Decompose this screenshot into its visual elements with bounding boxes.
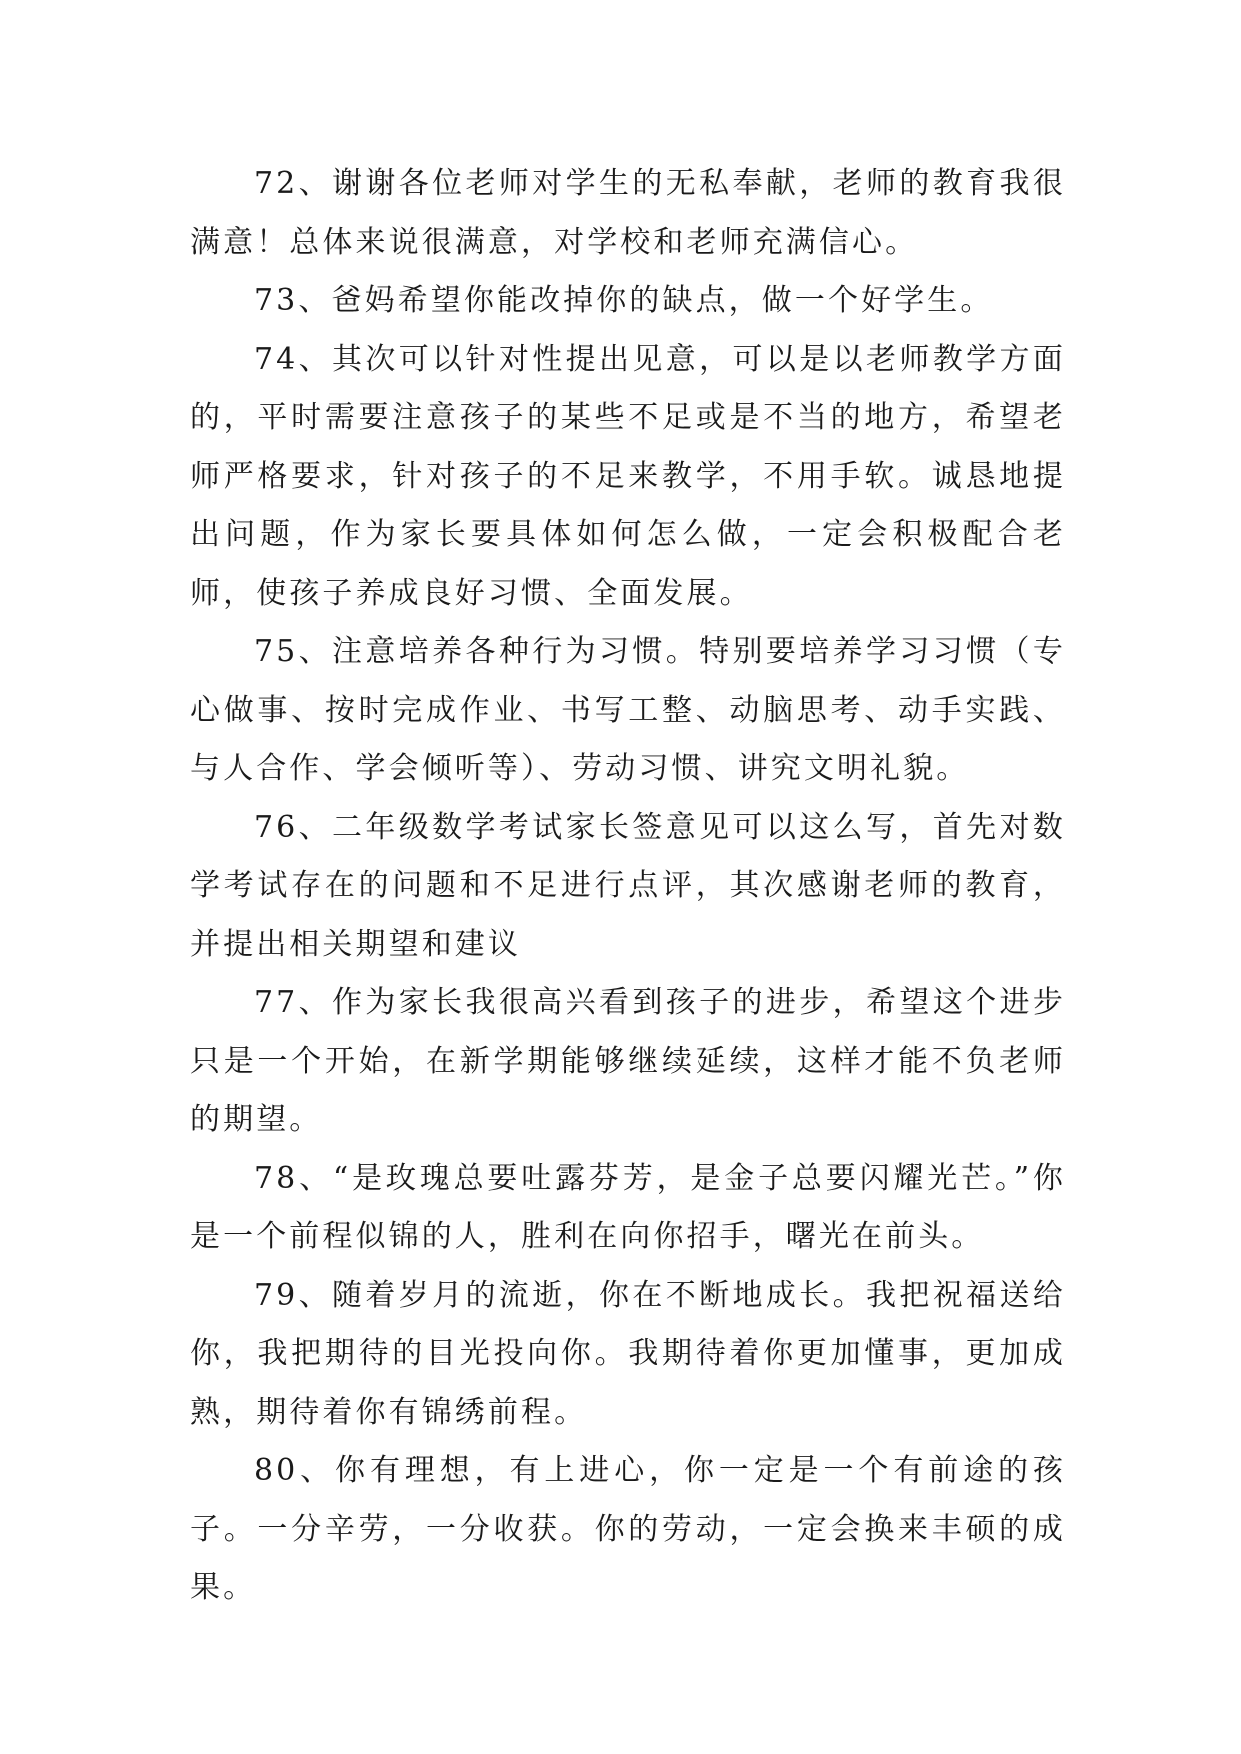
paragraph-80: 80、你有理想，有上进心，你一定是一个有前途的孩子。一分辛劳，一分收获。你的劳动，一定会换来丰硕的成果。 — [190, 1453, 1066, 1605]
paragraph-74: 74、其次可以针对性提出见意，可以是以老师教学方面的，平时需要注意孩子的某些不足或是不当的地方，希望老师严格要求，针对孩子的不足来教学，不用手软。诚恳地提出问题，作为家长要具体如何怎么做，一定会积极配合老师，使孩子养成良好习惯、全面发展。 — [190, 341, 1066, 611]
document-body — [190, 155, 1066, 1618]
paragraph-78: 78、“是玫瑰总要吐露芬芳，是金子总要闪耀光芒。”你是一个前程似锦的人，胜利在向你招手，曙光在前头。 — [190, 1160, 1066, 1254]
paragraph-72: 72、谢谢各位老师对学生的无私奉献，老师的教育我很满意！总体来说很满意，对学校和老师充满信心。 — [190, 166, 1066, 260]
paragraph-76: 76、二年级数学考试家长签意见可以这么写，首先对数学考试存在的问题和不足进行点评，其次感谢老师的教育，并提出相关期望和建议 — [190, 809, 1066, 962]
paragraph-73: 73、爸妈希望你能改掉你的缺点，做一个好学生。 — [254, 283, 994, 318]
paragraph-77: 77、作为家长我很高兴看到孩子的进步，希望这个进步只是一个开始，在新学期能够继续延续，这样才能不负老师的期望。 — [190, 985, 1066, 1137]
paragraph-75: 75、注意培养各种行为习惯。特别要培养学习习惯（专心做事、按时完成作业、书写工整、动脑思考、动手实践、与人合作、学会倾听等）、劳动习惯、讲究文明礼貌。 — [190, 634, 1066, 786]
paragraph-79: 79、随着岁月的流逝，你在不断地成长。我把祝福送给你，我把期待的目光投向你。我期待着你更加懂事，更加成熟，期待着你有锦绣前程。 — [190, 1277, 1066, 1430]
